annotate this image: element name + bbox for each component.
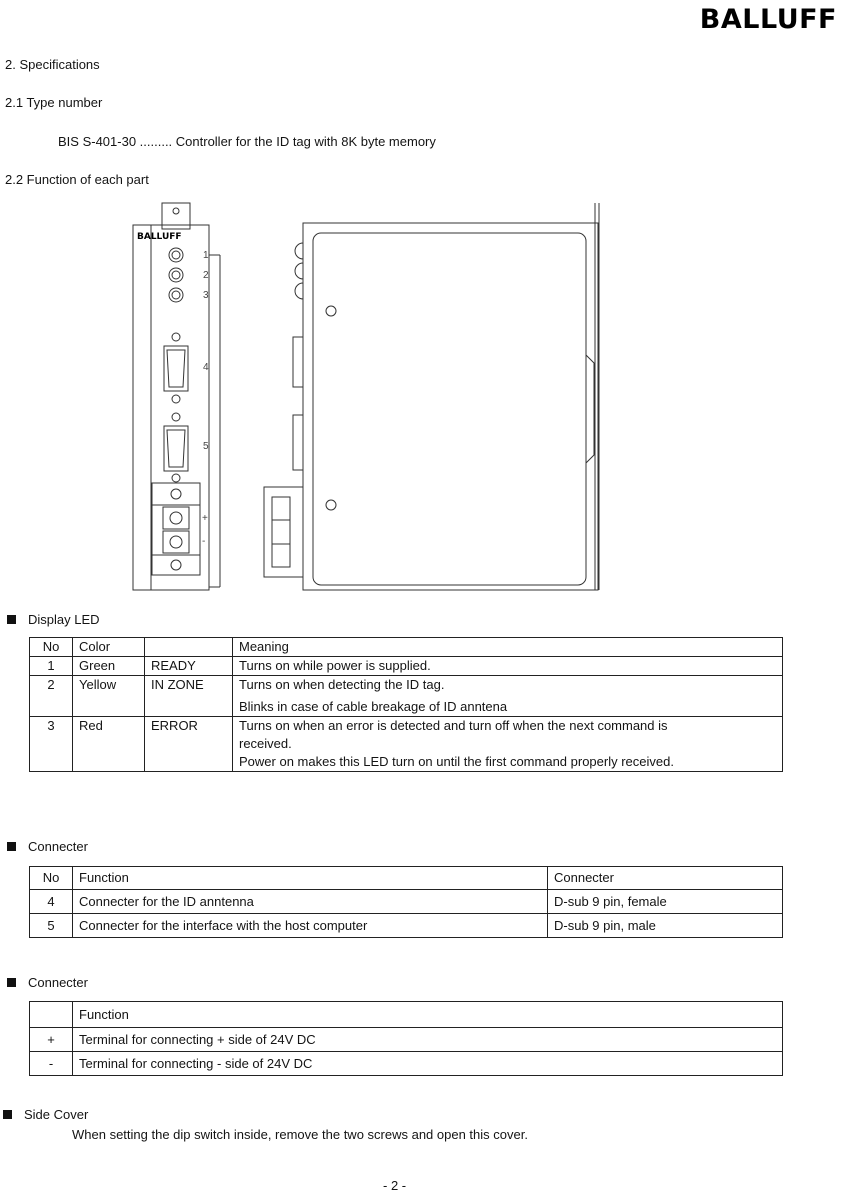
panel-logo: BALLUFF xyxy=(137,232,182,242)
header-no: No xyxy=(30,638,73,657)
led-no: 2 xyxy=(30,676,73,717)
led-no: 3 xyxy=(30,717,73,772)
connecter-title: Connecter xyxy=(28,839,88,854)
table-row xyxy=(30,1052,783,1076)
header-state xyxy=(145,638,233,657)
connecter-function: Connecter for the ID anntenna xyxy=(73,890,548,914)
led-state: ERROR xyxy=(145,717,233,772)
connecter-type: D-sub 9 pin, male xyxy=(548,914,783,938)
led-2-label: 2 xyxy=(203,270,209,281)
table-row xyxy=(30,657,783,676)
display-led-table xyxy=(29,637,783,772)
header-function: Function xyxy=(73,867,548,890)
terminal-minus-label: - xyxy=(202,536,206,547)
connecter-heading xyxy=(7,839,88,854)
connecter-heading xyxy=(7,975,88,990)
table-row xyxy=(30,1028,783,1052)
led-1-label: 1 xyxy=(203,250,209,261)
header-connecter: Connecter xyxy=(548,867,783,890)
section-function: 2.2 Function of each part xyxy=(5,172,149,187)
section-type-number: 2.1 Type number xyxy=(5,95,103,110)
terminal-function: Terminal for connecting + side of 24V DC xyxy=(73,1028,783,1052)
terminal-plus-label: + xyxy=(202,513,208,524)
header-meaning: Meaning xyxy=(233,638,783,657)
table-header-row xyxy=(30,867,783,890)
led-no: 1 xyxy=(30,657,73,676)
connector-5-label: 5 xyxy=(203,441,209,452)
terminal-sign: + xyxy=(30,1028,73,1052)
connecter-table xyxy=(29,866,783,938)
table-row xyxy=(30,676,783,717)
led-color: Red xyxy=(73,717,145,772)
connecter-no: 5 xyxy=(30,914,73,938)
connecter-type: D-sub 9 pin, female xyxy=(548,890,783,914)
terminal-sign: - xyxy=(30,1052,73,1076)
led-meaning xyxy=(233,717,783,772)
bullet-square-icon xyxy=(7,978,16,987)
side-cover-title: Side Cover xyxy=(24,1107,89,1122)
table-row xyxy=(30,890,783,914)
bullet-square-icon xyxy=(7,842,16,851)
table-header-row xyxy=(30,638,783,657)
side-cover-heading xyxy=(3,1107,88,1122)
led-state: READY xyxy=(145,657,233,676)
bullet-square-icon xyxy=(3,1110,12,1119)
led-color: Yellow xyxy=(73,676,145,717)
led-meaning: Turns on while power is supplied. xyxy=(233,657,783,676)
terminal-table xyxy=(29,1001,783,1076)
front-panel-drawing xyxy=(133,203,220,590)
side-cover-text: When setting the dip switch inside, remove the two screws and open this cover. xyxy=(72,1127,528,1142)
table-row xyxy=(30,717,783,772)
table-row xyxy=(30,914,783,938)
led-meaning-line: Turns on when an error is detected and turn off when the next command is received. xyxy=(239,718,668,751)
side-view-drawing xyxy=(264,203,599,590)
led-meaning-line: Blinks in case of cable breakage of ID anntena xyxy=(239,699,508,714)
led-meaning-line: Power on makes this LED turn on until the first command properly received. xyxy=(239,754,674,769)
type-number-line: BIS S-401-30 ......... Controller for the ID tag with 8K byte memory xyxy=(58,134,436,149)
header-no: No xyxy=(30,867,73,890)
table-header-row xyxy=(30,1002,783,1028)
device-figure xyxy=(0,195,857,595)
led-3-label: 3 xyxy=(203,290,209,301)
connecter-no: 4 xyxy=(30,890,73,914)
connecter-title: Connecter xyxy=(28,975,88,990)
connecter-function: Connecter for the interface with the host computer xyxy=(73,914,548,938)
display-led-heading xyxy=(7,612,100,627)
page-number: - 2 - xyxy=(383,1178,407,1193)
display-led-title: Display LED xyxy=(28,612,100,627)
led-meaning xyxy=(233,676,783,717)
balluff-logo: BALLUFF xyxy=(699,4,837,35)
terminal-function: Terminal for connecting - side of 24V DC xyxy=(73,1052,783,1076)
led-meaning-line: Turns on when detecting the ID tag. xyxy=(239,677,445,692)
header-function: Function xyxy=(73,1002,783,1028)
section-specifications: 2. Specifications xyxy=(5,57,100,72)
header-color: Color xyxy=(73,638,145,657)
connector-4-label: 4 xyxy=(203,362,209,373)
header-blank xyxy=(30,1002,73,1028)
led-state: IN ZONE xyxy=(145,676,233,717)
bullet-square-icon xyxy=(7,615,16,624)
led-color: Green xyxy=(73,657,145,676)
